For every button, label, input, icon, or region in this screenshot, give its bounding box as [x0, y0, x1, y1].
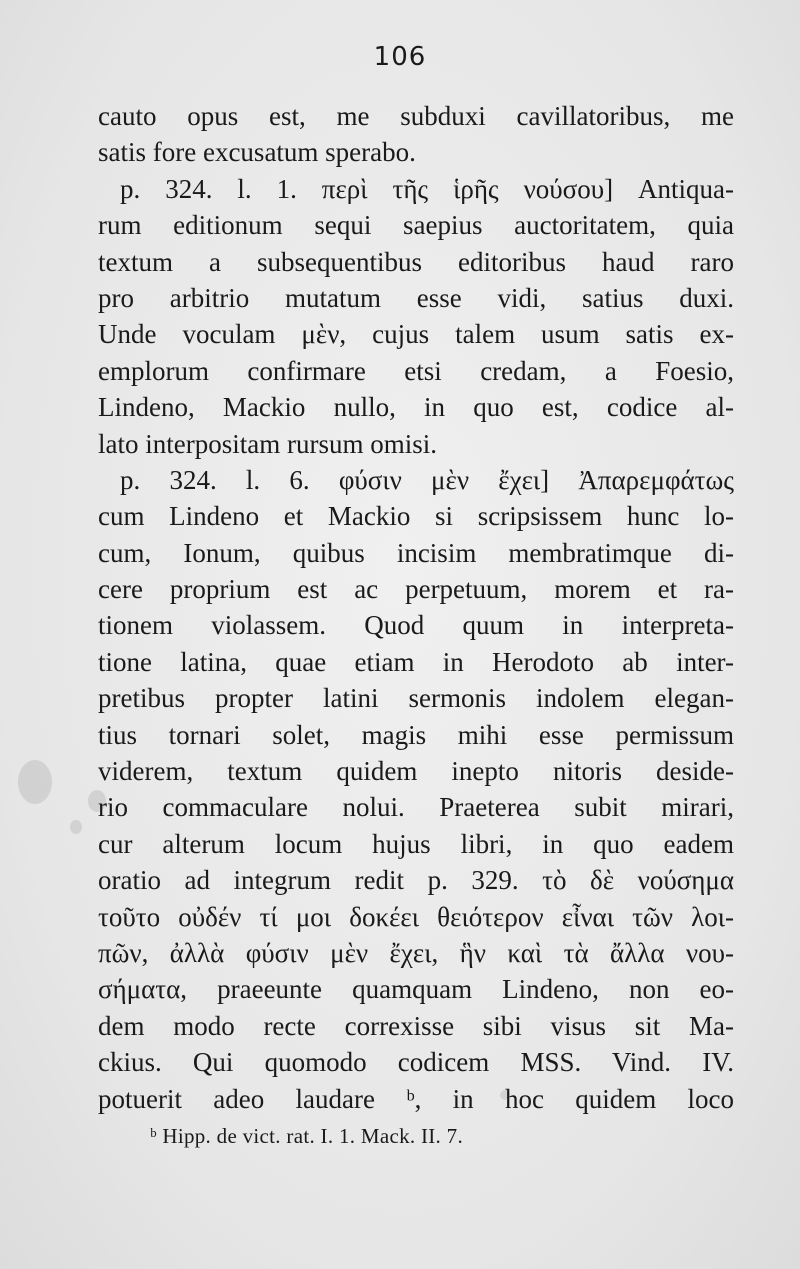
text-line: πῶν, ἀλλὰ φύσιν μὲν ἔχει, ἣν καὶ τὰ ἄλλα νου- [98, 937, 734, 968]
text-line: cur alterum locum hujus libri, in quo eadem [98, 828, 734, 859]
text-line: ckius. Qui quomodo codicem MSS. Vind. IV. [98, 1047, 734, 1078]
text-line: cere proprium est ac perpetuum, morem et ra- [98, 574, 734, 605]
text-line: satis fore excusatum sperabo. [98, 137, 416, 168]
text-line: cum Lindeno et Mackio si scripsissem hunc lo- [98, 501, 734, 532]
text-line: rio commaculare nolui. Praeterea subit mirari, [98, 792, 734, 823]
text-line: Unde voculam μὲν, cujus talem usum satis ex- [98, 319, 734, 350]
text-line: p. 324. l. 6. φύσιν μὲν ἔχει] Ἀπαρεμφάτως [120, 464, 734, 495]
text-line: viderem, textum quidem inepto nitoris deside- [98, 756, 734, 787]
text-line: σήματα, praeeunte quamquam Lindeno, non eo- [98, 974, 734, 1005]
text-line: cum, Ionum, quibus incisim membratimque di- [98, 537, 734, 568]
text-line: dem modo recte correxisse sibi visus sit Ma- [98, 1010, 734, 1041]
body-text [98, 98, 734, 1117]
text-line: tius tornari solet, magis mihi esse permissum [98, 719, 734, 750]
foxing-spot [18, 760, 52, 804]
footnote: ᵇ Hipp. de vict. rat. I. 1. Mack. II. 7. [150, 1124, 464, 1148]
text-line: potuerit adeo laudare ᵇ, in hoc quidem loco [98, 1083, 734, 1114]
text-line: emplorum confirmare etsi credam, a Foesio, [98, 355, 734, 386]
text-line: lato interpositam rursum omisi. [98, 428, 437, 459]
text-line: pro arbitrio mutatum esse vidi, satius duxi. [98, 282, 734, 313]
text-line: oratio ad integrum redit p. 329. τὸ δὲ νούσημα [98, 865, 734, 896]
foxing-spot [70, 820, 82, 834]
text-line: rum editionum sequi saepius auctoritatem, quia [98, 210, 734, 241]
text-line: τοῦτο οὐδέν τί μοι δοκέει θειότερον εἶναι τῶν λοι- [98, 901, 734, 932]
text-line: tionem violassem. Quod quum in interpreta- [98, 610, 734, 641]
page-number: 106 [373, 42, 427, 72]
text-line: textum a subsequentibus editoribus haud raro [98, 246, 734, 277]
text-line: p. 324. l. 1. περὶ τῆς ἱρῆς νούσου] Antiqua- [120, 173, 734, 204]
text-line: pretibus propter latini sermonis indolem elegan- [98, 683, 734, 714]
text-line: Lindeno, Mackio nullo, in quo est, codice al- [98, 392, 734, 423]
text-line: tione latina, quae etiam in Herodoto ab inter- [98, 646, 734, 677]
text-line: cauto opus est, me subduxi cavillatoribus, me [98, 101, 734, 131]
